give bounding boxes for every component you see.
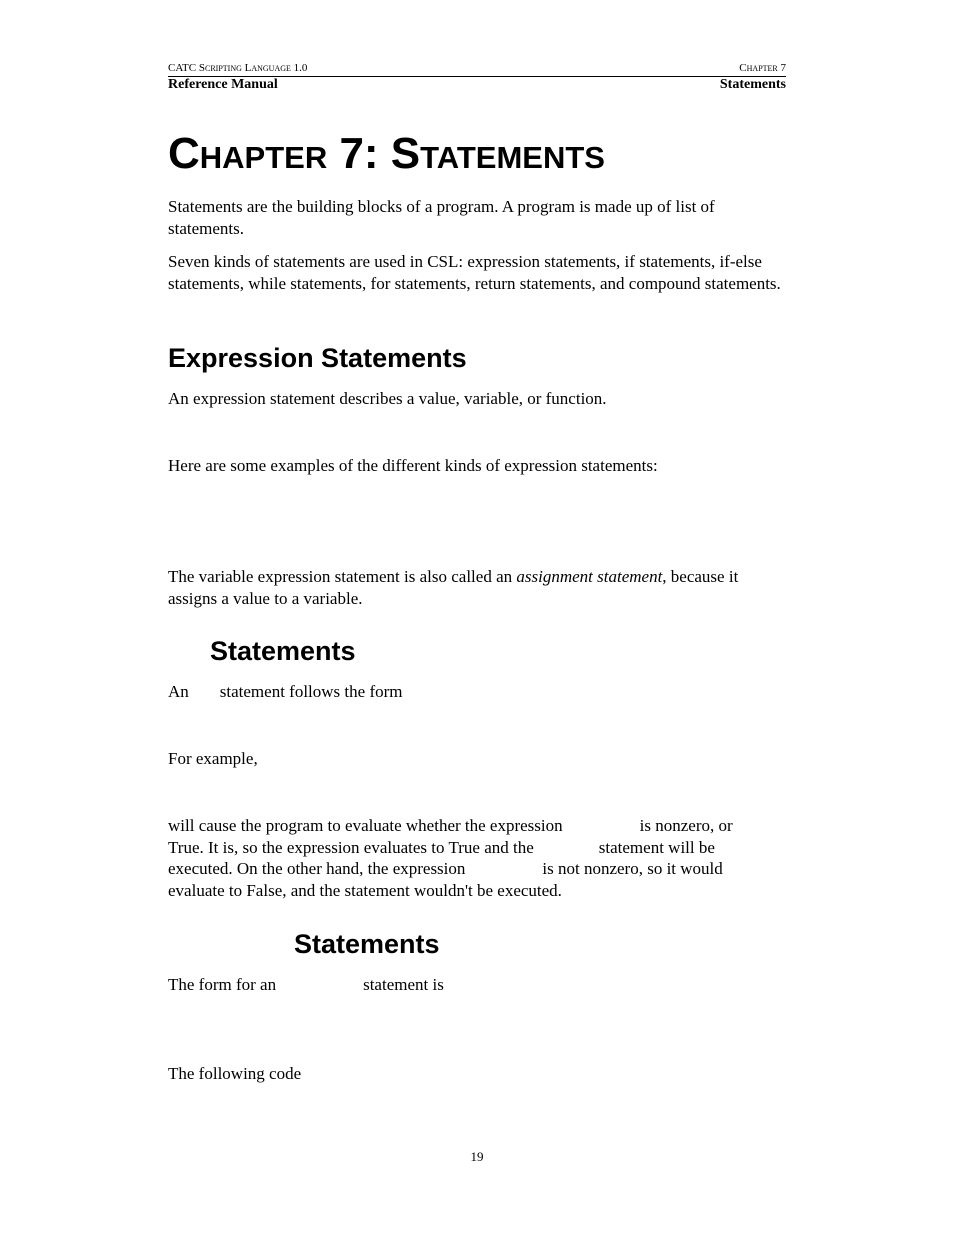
header-section-name: Statements [719,77,786,92]
chapter-title: Chapter 7: Statements [168,129,605,178]
running-header-bottom [168,76,786,93]
expression-statements-heading: Expression Statements [168,343,467,373]
header-chapter-label: Chapter 7 [739,62,786,74]
if-statements-heading: Statements [210,636,356,666]
if-paragraph-3-line-1 [168,815,786,837]
if-paragraph-3-line-2 [168,837,786,859]
if-else-p1-b: statement is [363,975,444,994]
if-paragraph-3-line-3 [168,858,786,880]
intro-paragraph-1: Statements are the building blocks of a program. A program is made up of list of statements. [168,197,715,238]
if-else-p1-a: The form for an [168,975,277,994]
header-manual-name: Reference Manual [168,77,278,92]
intro-paragraph-2: Seven kinds of statements are used in CSL: expression statements, if statements, if-else statements, while statements, for statements, return statements, and compound statements. [168,252,781,293]
expression-paragraph-1: An expression statement describes a value, variable, or function. [168,389,607,408]
if-paragraph-3-line-4: evaluate to False, and the statement wouldn't be executed. [168,881,562,900]
if-else-paragraph-2: The following code [168,1064,302,1083]
expression-paragraph-3 [168,566,786,609]
if-paragraph-1 [168,681,786,703]
assignment-statement-term: assignment statement [516,567,663,586]
if-p3-l2-a: True. It is, so the expression evaluates to True and the [168,838,534,857]
document-page [168,0,786,1235]
expression-paragraph-2: Here are some examples of the different kinds of expression statements: [168,456,658,475]
if-p1-b: statement follows the form [219,682,403,701]
if-p1-a: An [168,682,189,701]
if-p3-l2-b: statement will be [598,838,715,857]
if-else-paragraph-1 [168,974,786,996]
if-p3-l1-b: is nonzero, or [639,816,733,835]
expression-p3-after: , because it assigns a value to a variable. [168,567,739,608]
if-p3-l3-a: executed. On the other hand, the expression [168,859,466,878]
running-header-top [168,61,786,75]
expression-p3-before: The variable expression statement is also called an [168,567,517,586]
if-paragraph-2: For example, [168,749,258,768]
if-else-statements-heading: Statements [294,929,440,959]
if-p3-l3-b: is not nonzero, so it would [542,859,723,878]
if-p3-l1-a: will cause the program to evaluate whether the expression [168,816,563,835]
header-book-title: CATC Scripting Language 1.0 [168,62,308,74]
page-number: 19 [470,1149,484,1164]
